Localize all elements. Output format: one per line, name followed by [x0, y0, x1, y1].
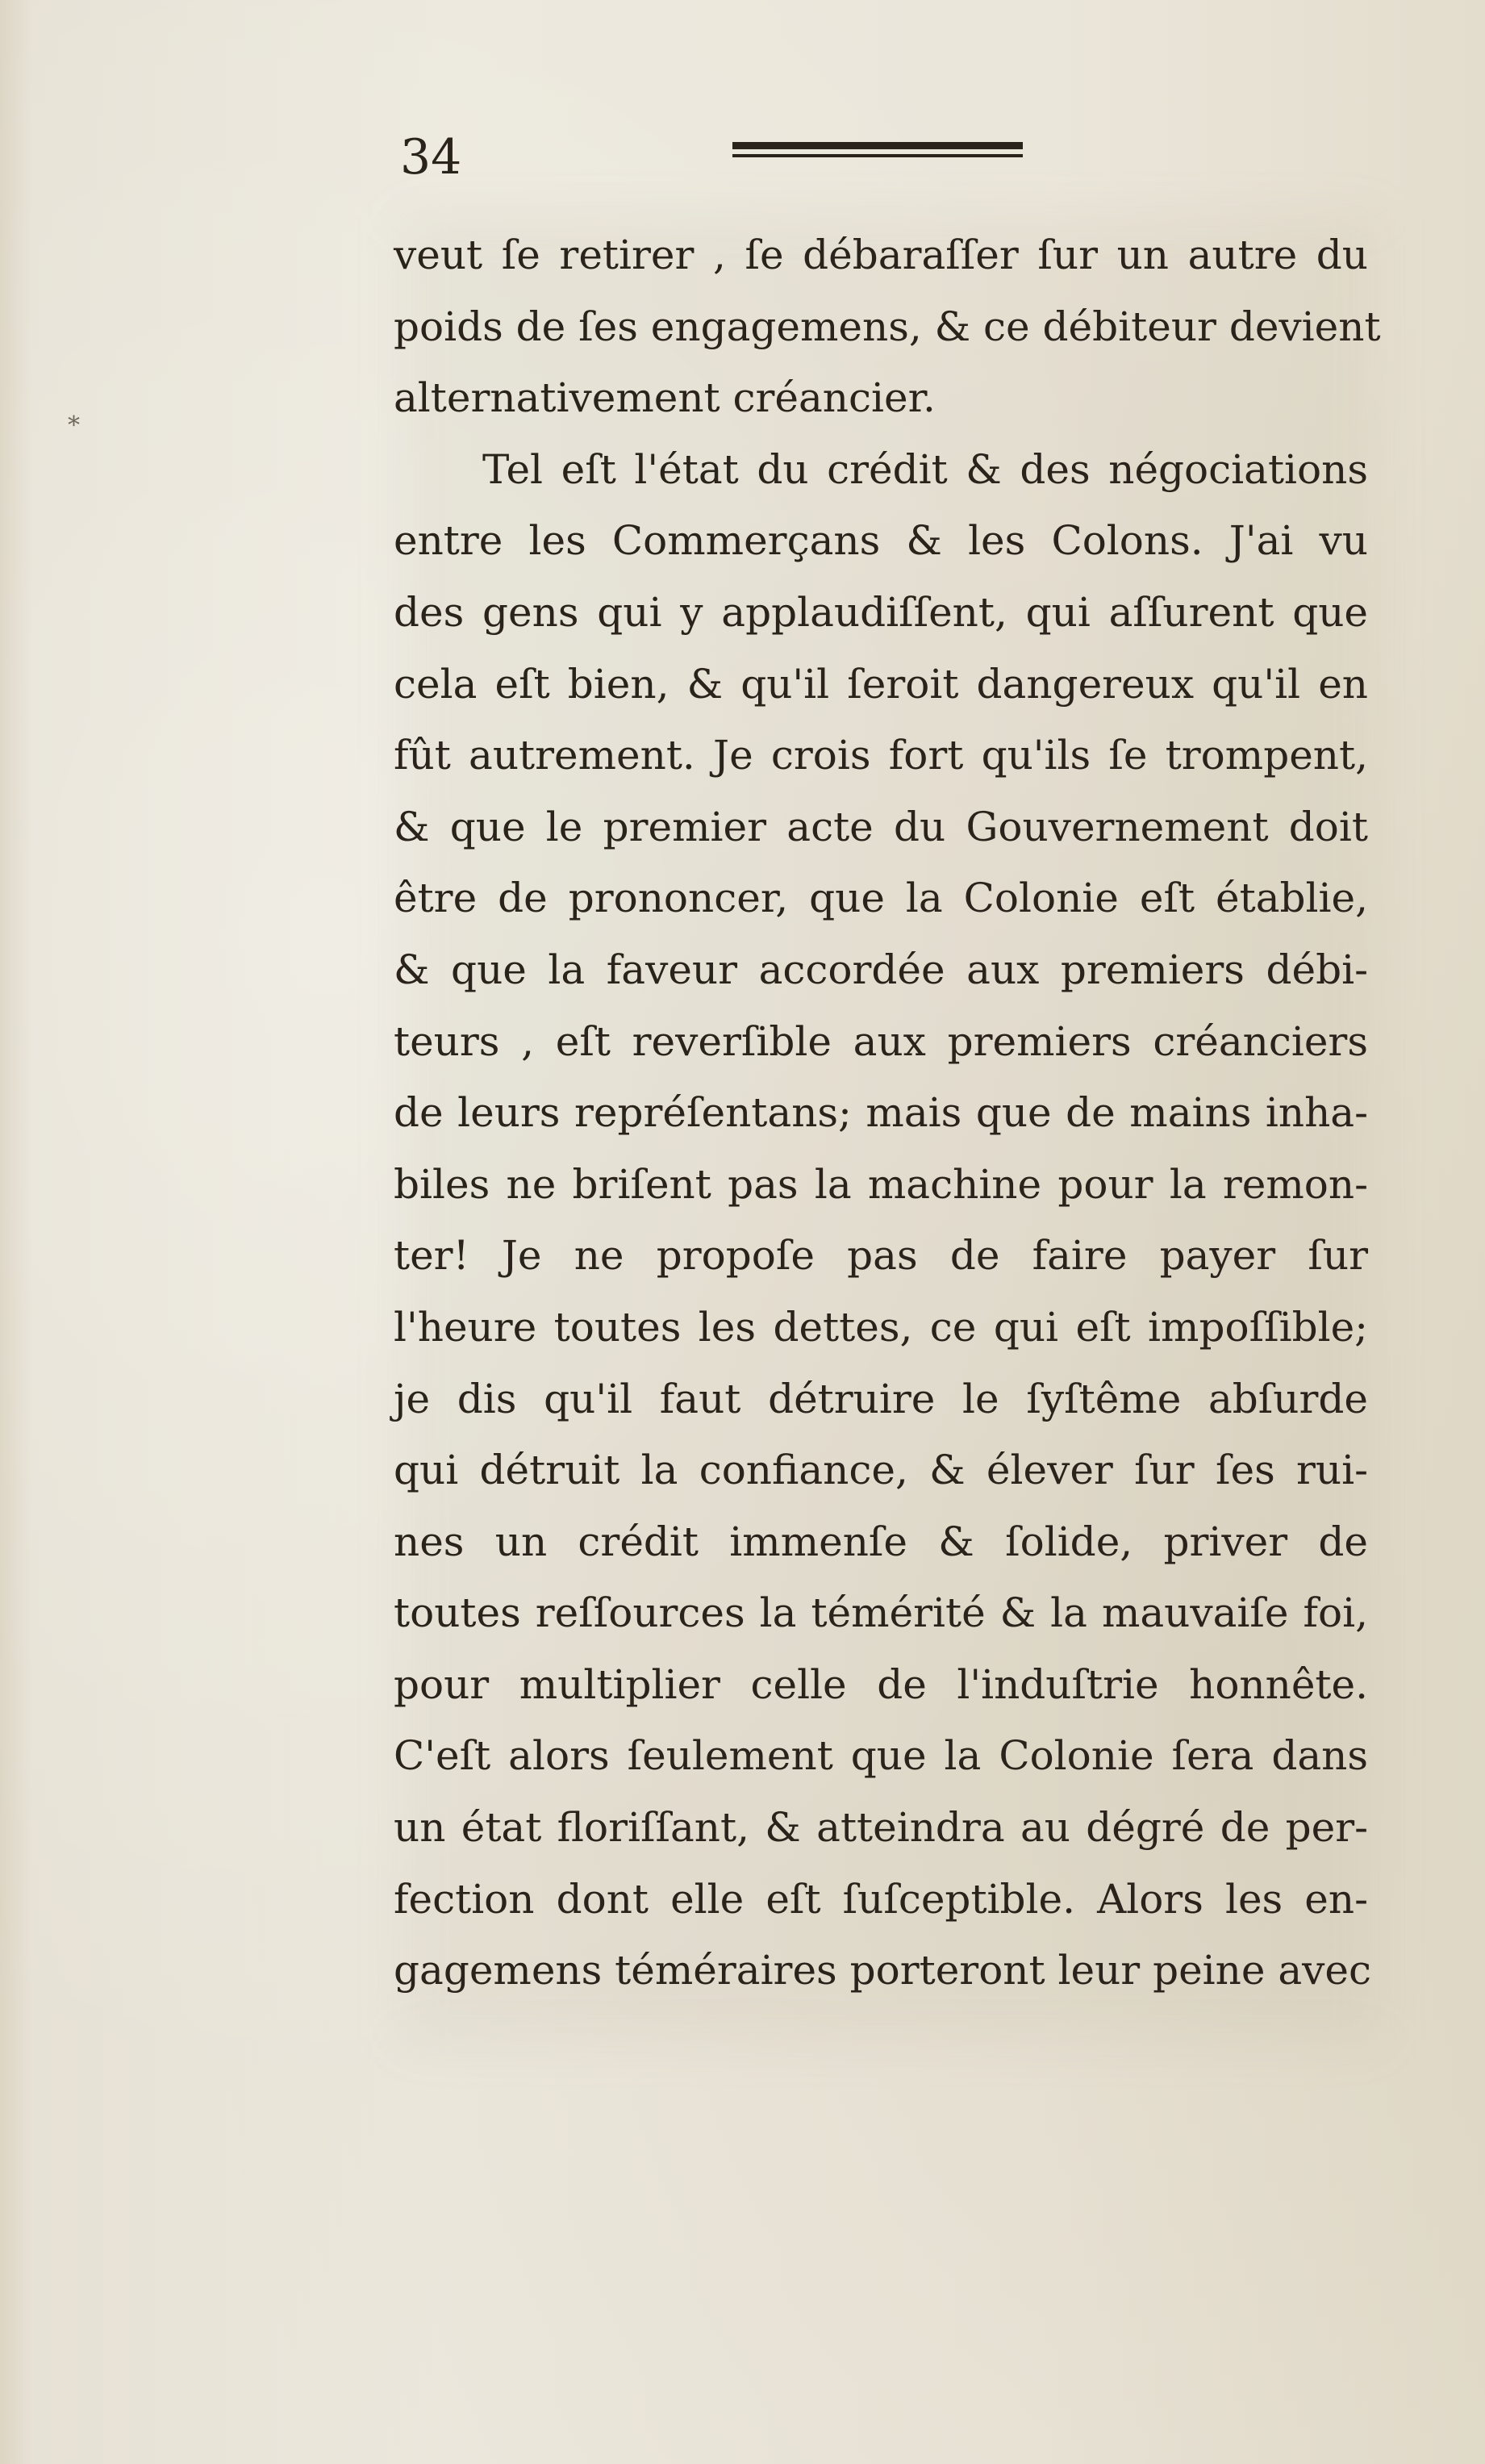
- body-text: [394, 219, 1381, 2007]
- text-line: poids de ſes engagemens, & ce débiteur devient: [394, 303, 1381, 350]
- header-rule-thin: [732, 154, 1023, 157]
- text-line: toutes reſſources la témérité & la mauvaiſe foi,: [394, 1589, 1368, 1637]
- page-number: 34: [400, 129, 462, 186]
- text-line: & que le premier acte du Gouvernement doit: [394, 803, 1368, 850]
- header-rule: [732, 142, 1023, 160]
- text-line: qui détruit la confiance, & élever ſur ſes rui-: [394, 1447, 1368, 1494]
- text-line: être de prononcer, que la Colonie eſt établie,: [394, 875, 1368, 922]
- text-line: Tel eſt l'état du crédit & des négociations: [482, 445, 1368, 493]
- text-line: veut ſe retirer , ſe débaraſſer ſur un autre du: [394, 232, 1368, 278]
- text-line: pour multiplier celle de l'induſtrie honnête.: [394, 1660, 1368, 1708]
- header-rule-thick: [732, 142, 1023, 149]
- text-line: l'heure toutes les dettes, ce qui eſt impoſſible;: [394, 1303, 1368, 1351]
- text-line: alternativement créancier.: [394, 374, 936, 422]
- text-line: un état floriſſant, & atteindra au dégré de per-: [394, 1804, 1368, 1852]
- text-line: biles ne briſent pas la machine pour la remon-: [394, 1160, 1368, 1208]
- margin-mark: *: [68, 411, 80, 440]
- text-line: C'eſt alors ſeulement que la Colonie ſera dans: [394, 1732, 1368, 1780]
- text-line: fût autrement. Je crois fort qu'ils ſe trompent,: [394, 732, 1368, 779]
- text-line: de leurs repréſentans; mais que de mains inha-: [394, 1089, 1368, 1137]
- text-line: fection dont elle eſt ſuſceptible. Alors les en-: [394, 1875, 1368, 1923]
- text-line: ter! Je ne propoſe pas de faire payer ſur: [394, 1232, 1368, 1280]
- text-line: des gens qui y applaudiſſent, qui aſſurent que: [394, 588, 1368, 636]
- text-line: nes un crédit immenſe & ſolide, priver de: [394, 1518, 1368, 1565]
- text-line: cela eſt bien, & qu'il ſeroit dangereux qu'il en: [394, 660, 1368, 708]
- text-line: teurs , eſt reverſible aux premiers créanciers: [394, 1017, 1368, 1065]
- text-line: & que la faveur accordée aux premiers débi-: [394, 946, 1368, 993]
- text-line: je dis qu'il faut détruire le ſyſtême abſurde: [394, 1375, 1368, 1422]
- text-line: entre les Commerçans & les Colons. J'ai vu: [394, 517, 1368, 565]
- page-edge-shadow: [0, 0, 32, 2464]
- text-line: gagemens téméraires porteront leur peine avec: [394, 1947, 1371, 1994]
